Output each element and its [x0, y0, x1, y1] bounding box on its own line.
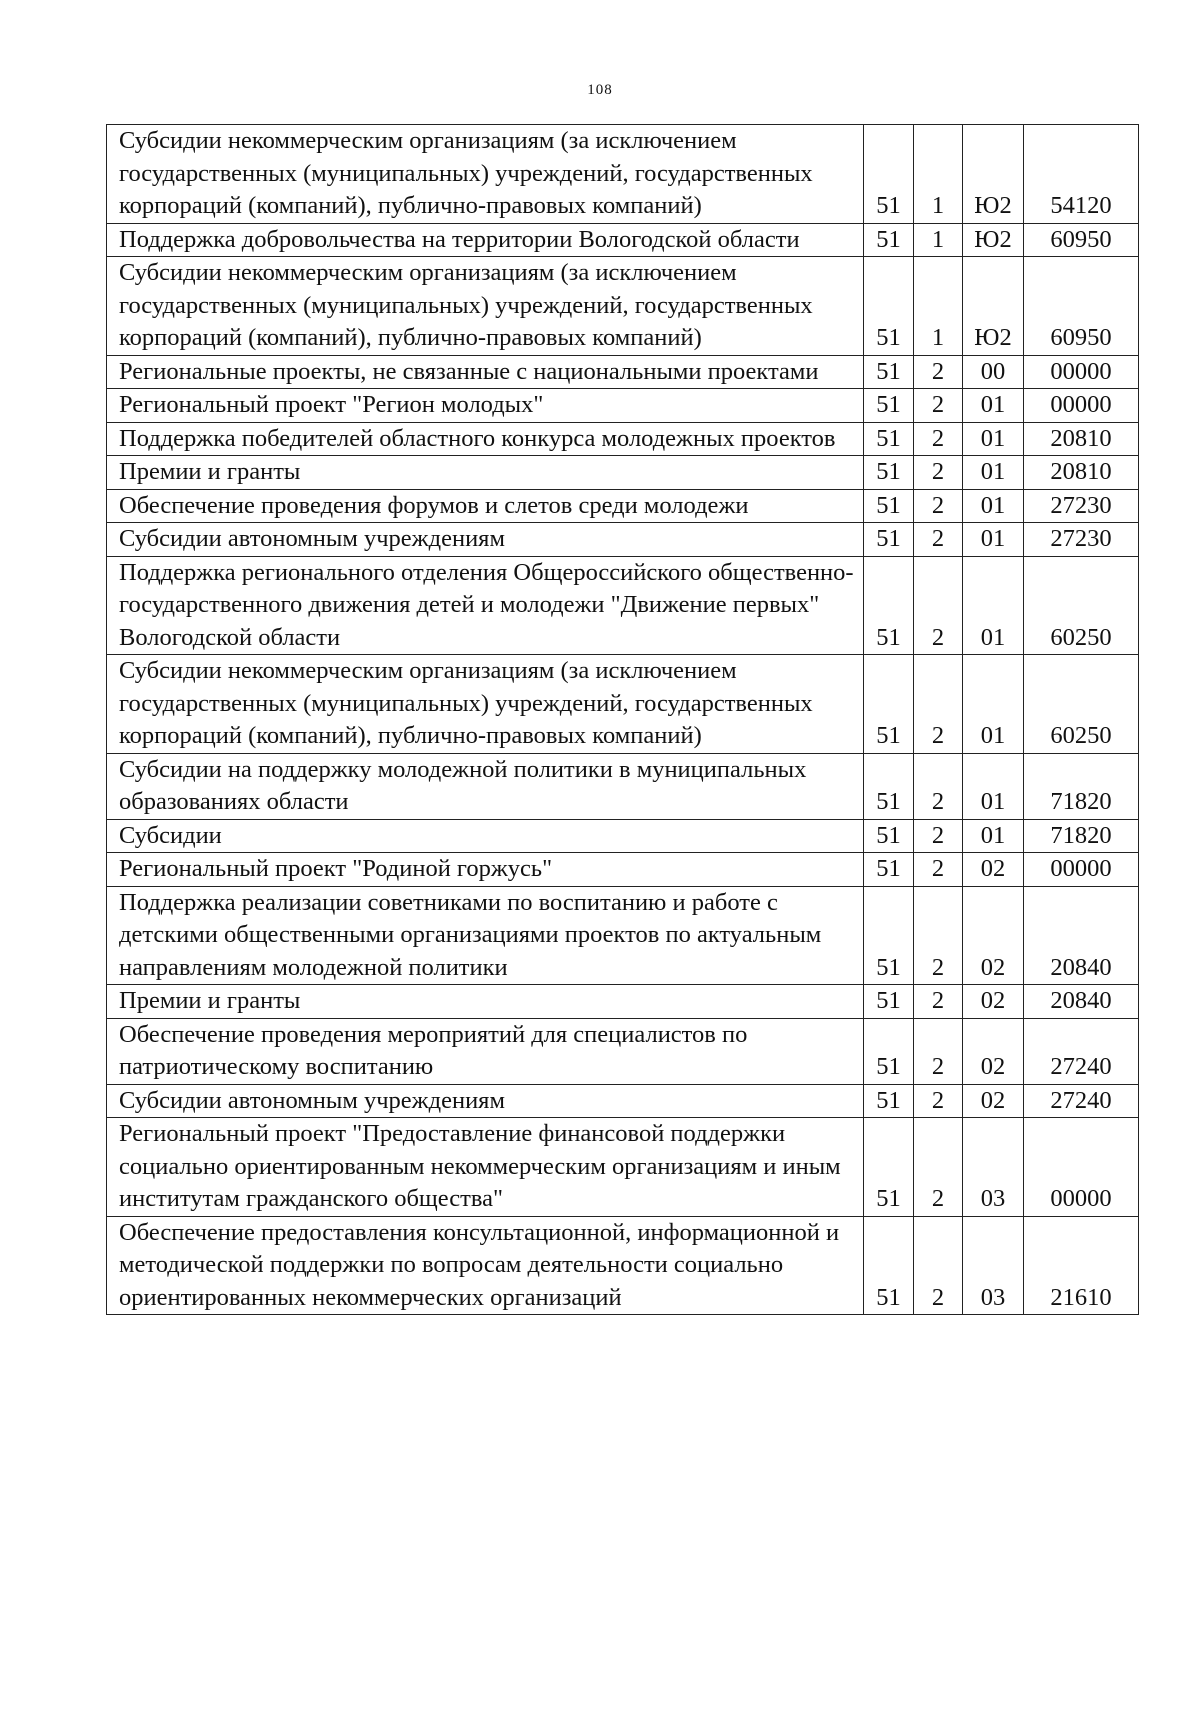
- table-row: [107, 819, 1139, 853]
- project-code-cell: 01: [963, 753, 1024, 819]
- direction-code-cell: 20810: [1024, 422, 1139, 456]
- direction-code-cell: 00000: [1024, 389, 1139, 423]
- subprogram-code-cell: 2: [914, 456, 963, 490]
- project-code-cell: 01: [963, 422, 1024, 456]
- table-row: [107, 257, 1139, 356]
- subprogram-code-cell: 2: [914, 1118, 963, 1217]
- subprogram-code-cell: 2: [914, 489, 963, 523]
- project-code-cell: 01: [963, 456, 1024, 490]
- program-code-cell: 51: [864, 389, 914, 423]
- row-name-cell: Премии и гранты: [107, 985, 864, 1019]
- subprogram-code-cell: 2: [914, 853, 963, 887]
- direction-code-cell: 00000: [1024, 1118, 1139, 1217]
- subprogram-code-cell: 2: [914, 985, 963, 1019]
- row-name-cell: Субсидии некоммерческим организациям (за исключением государственных (муниципальных) учреждений, государственных корпораций (компаний), публично-правовых компаний): [107, 125, 864, 224]
- row-name-cell: Поддержка победителей областного конкурса молодежных проектов: [107, 422, 864, 456]
- program-code-cell: 51: [864, 1018, 914, 1084]
- project-code-cell: 01: [963, 523, 1024, 557]
- subprogram-code-cell: 2: [914, 389, 963, 423]
- project-code-cell: 02: [963, 886, 1024, 985]
- program-code-cell: 51: [864, 753, 914, 819]
- direction-code-cell: 60250: [1024, 556, 1139, 655]
- row-name-cell: Поддержка добровольчества на территории Вологодской области: [107, 223, 864, 257]
- program-code-cell: 51: [864, 985, 914, 1019]
- project-code-cell: 02: [963, 853, 1024, 887]
- program-code-cell: 51: [864, 556, 914, 655]
- program-code-cell: 51: [864, 125, 914, 224]
- direction-code-cell: 20840: [1024, 886, 1139, 985]
- subprogram-code-cell: 2: [914, 819, 963, 853]
- subprogram-code-cell: 1: [914, 257, 963, 356]
- table-row: [107, 556, 1139, 655]
- direction-code-cell: 71820: [1024, 753, 1139, 819]
- direction-code-cell: 60250: [1024, 655, 1139, 754]
- row-name-cell: Поддержка регионального отделения Общероссийского общественно-государственного движения детей и молодежи "Движение первых" Вологодской области: [107, 556, 864, 655]
- table-row: [107, 125, 1139, 224]
- table-row: [107, 753, 1139, 819]
- row-name-cell: Региональный проект "Родиной горжусь": [107, 853, 864, 887]
- direction-code-cell: 27240: [1024, 1084, 1139, 1118]
- project-code-cell: 03: [963, 1118, 1024, 1217]
- row-name-cell: Региональный проект "Предоставление финансовой поддержки социально ориентированным некоммерческим организациям и иным институтам гражданского общества": [107, 1118, 864, 1217]
- table-row: [107, 422, 1139, 456]
- subprogram-code-cell: 1: [914, 223, 963, 257]
- budget-table-body: [107, 125, 1139, 1315]
- subprogram-code-cell: 2: [914, 1084, 963, 1118]
- program-code-cell: 51: [864, 422, 914, 456]
- project-code-cell: Ю2: [963, 223, 1024, 257]
- row-name-cell: Региональные проекты, не связанные с национальными проектами: [107, 355, 864, 389]
- row-name-cell: Субсидии некоммерческим организациям (за исключением государственных (муниципальных) учреждений, государственных корпораций (компаний), публично-правовых компаний): [107, 257, 864, 356]
- table-row: [107, 1018, 1139, 1084]
- table-row: [107, 886, 1139, 985]
- direction-code-cell: 27230: [1024, 489, 1139, 523]
- direction-code-cell: 20840: [1024, 985, 1139, 1019]
- subprogram-code-cell: 2: [914, 422, 963, 456]
- program-code-cell: 51: [864, 886, 914, 985]
- table-row: [107, 223, 1139, 257]
- project-code-cell: 01: [963, 655, 1024, 754]
- row-name-cell: Субсидии на поддержку молодежной политики в муниципальных образованиях области: [107, 753, 864, 819]
- program-code-cell: 51: [864, 355, 914, 389]
- program-code-cell: 51: [864, 489, 914, 523]
- subprogram-code-cell: 2: [914, 1216, 963, 1315]
- row-name-cell: Субсидии некоммерческим организациям (за исключением государственных (муниципальных) учреждений, государственных корпораций (компаний), публично-правовых компаний): [107, 655, 864, 754]
- direction-code-cell: 00000: [1024, 853, 1139, 887]
- table-row: [107, 985, 1139, 1019]
- subprogram-code-cell: 2: [914, 886, 963, 985]
- program-code-cell: 51: [864, 523, 914, 557]
- subprogram-code-cell: 2: [914, 556, 963, 655]
- direction-code-cell: 54120: [1024, 125, 1139, 224]
- program-code-cell: 51: [864, 819, 914, 853]
- program-code-cell: 51: [864, 257, 914, 356]
- subprogram-code-cell: 2: [914, 655, 963, 754]
- direction-code-cell: 71820: [1024, 819, 1139, 853]
- project-code-cell: Ю2: [963, 257, 1024, 356]
- project-code-cell: 01: [963, 389, 1024, 423]
- direction-code-cell: 20810: [1024, 456, 1139, 490]
- program-code-cell: 51: [864, 456, 914, 490]
- row-name-cell: Обеспечение предоставления консультационной, информационной и методической поддержки по вопросам деятельности социально ориентированных некоммерческих организаций: [107, 1216, 864, 1315]
- row-name-cell: Обеспечение проведения мероприятий для специалистов по патриотическому воспитанию: [107, 1018, 864, 1084]
- program-code-cell: 51: [864, 655, 914, 754]
- row-name-cell: Региональный проект "Регион молодых": [107, 389, 864, 423]
- project-code-cell: 02: [963, 985, 1024, 1019]
- direction-code-cell: 27240: [1024, 1018, 1139, 1084]
- subprogram-code-cell: 2: [914, 355, 963, 389]
- project-code-cell: 02: [963, 1084, 1024, 1118]
- direction-code-cell: 60950: [1024, 257, 1139, 356]
- budget-table: [106, 124, 1139, 1315]
- row-name-cell: Субсидии автономным учреждениям: [107, 523, 864, 557]
- project-code-cell: 01: [963, 556, 1024, 655]
- table-row: [107, 355, 1139, 389]
- project-code-cell: 01: [963, 489, 1024, 523]
- subprogram-code-cell: 2: [914, 753, 963, 819]
- table-row: [107, 853, 1139, 887]
- direction-code-cell: 00000: [1024, 355, 1139, 389]
- project-code-cell: 02: [963, 1018, 1024, 1084]
- table-row: [107, 1084, 1139, 1118]
- row-name-cell: Субсидии автономным учреждениям: [107, 1084, 864, 1118]
- table-row: [107, 489, 1139, 523]
- row-name-cell: Обеспечение проведения форумов и слетов среди молодежи: [107, 489, 864, 523]
- table-row: [107, 523, 1139, 557]
- program-code-cell: 51: [864, 1216, 914, 1315]
- table-row: [107, 655, 1139, 754]
- project-code-cell: 03: [963, 1216, 1024, 1315]
- row-name-cell: Субсидии: [107, 819, 864, 853]
- table-row: [107, 456, 1139, 490]
- subprogram-code-cell: 1: [914, 125, 963, 224]
- program-code-cell: 51: [864, 1118, 914, 1217]
- subprogram-code-cell: 2: [914, 1018, 963, 1084]
- direction-code-cell: 21610: [1024, 1216, 1139, 1315]
- row-name-cell: Премии и гранты: [107, 456, 864, 490]
- direction-code-cell: 60950: [1024, 223, 1139, 257]
- program-code-cell: 51: [864, 853, 914, 887]
- program-code-cell: 51: [864, 1084, 914, 1118]
- program-code-cell: 51: [864, 223, 914, 257]
- page-number: 108: [587, 82, 613, 98]
- table-row: [107, 1216, 1139, 1315]
- table-row: [107, 389, 1139, 423]
- direction-code-cell: 27230: [1024, 523, 1139, 557]
- subprogram-code-cell: 2: [914, 523, 963, 557]
- project-code-cell: 01: [963, 819, 1024, 853]
- project-code-cell: 00: [963, 355, 1024, 389]
- project-code-cell: Ю2: [963, 125, 1024, 224]
- table-row: [107, 1118, 1139, 1217]
- row-name-cell: Поддержка реализации советниками по воспитанию и работе с детскими общественными организациями проектов по актуальным направлениям молодежной политики: [107, 886, 864, 985]
